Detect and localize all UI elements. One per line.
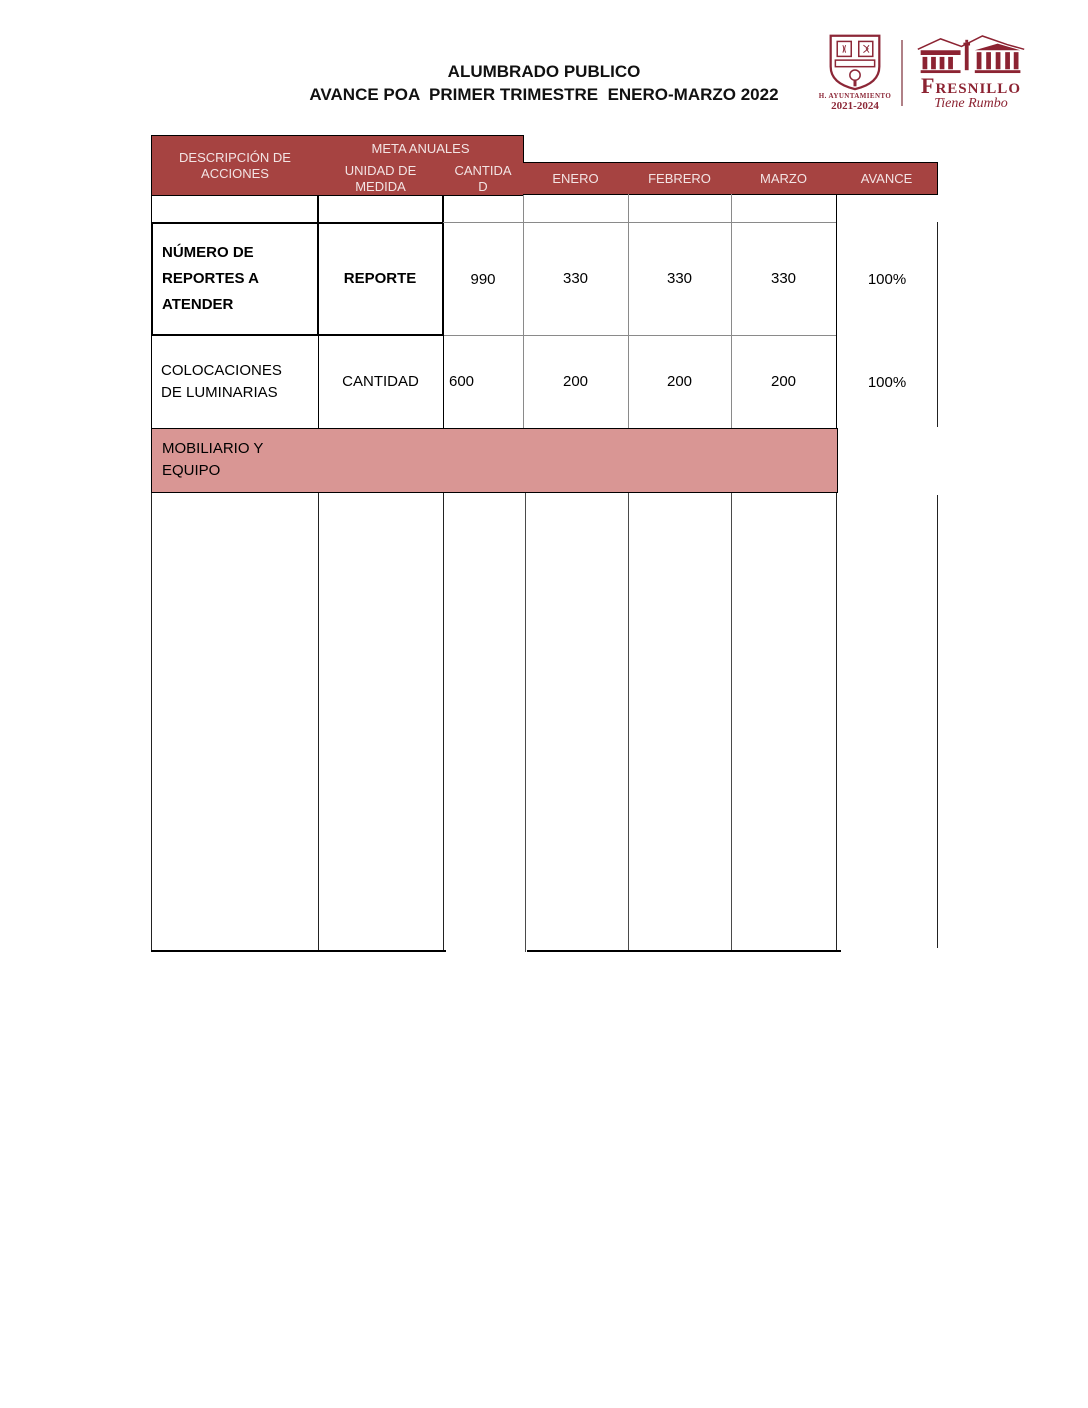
table-grid-line	[525, 493, 526, 952]
crest-block	[818, 33, 892, 112]
table-grid-line	[151, 493, 152, 952]
row2-enero: 200	[562, 373, 589, 390]
header-febrero: FEBRERO	[648, 170, 711, 186]
logo-divider	[901, 40, 903, 106]
brand-slogan: Tiene Rumbo	[934, 95, 1008, 111]
header-avance: AVANCE	[860, 170, 913, 186]
header-marzo-cell	[731, 162, 837, 195]
row1-cantidad-cell	[443, 223, 524, 336]
spacer-cell	[731, 194, 837, 223]
header-unidad-cell	[318, 162, 444, 196]
row2-unidad: CANTIDAD	[342, 373, 419, 390]
row2-descripcion: COLOCACIONES DE LUMINARIAS	[161, 361, 282, 401]
row1-descripcion-cell	[151, 223, 319, 336]
row1-febrero: 330	[666, 270, 693, 287]
ayuntamiento-label: H. AYUNTAMIENTO	[818, 92, 892, 100]
row2-cantidad-cell	[443, 335, 524, 429]
table-grid-line	[836, 493, 837, 952]
spacer-cell	[628, 194, 732, 223]
municipal-logo	[818, 33, 1030, 112]
page-title-line1: ALUMBRADO PUBLICO	[447, 62, 641, 81]
row2-marzo: 200	[770, 373, 797, 390]
header-febrero-cell	[628, 162, 732, 195]
table-grid-line	[318, 493, 319, 952]
row1-enero: 330	[562, 270, 589, 287]
row1-avance: 100%	[867, 270, 907, 288]
avance-right-rule	[937, 495, 938, 948]
row2-avance: 100%	[867, 373, 907, 391]
spacer-cell	[523, 194, 629, 223]
header-meta-anuales-cell	[318, 135, 524, 163]
row1-unidad: REPORTE	[343, 270, 417, 287]
shield-icon	[826, 33, 884, 91]
building-icon	[914, 34, 1028, 76]
row2-avance-cell	[836, 335, 938, 429]
section-label: MOBILIARIO Y EQUIPO	[162, 440, 264, 479]
row1-marzo-cell	[731, 222, 837, 336]
row2-marzo-cell	[731, 335, 837, 429]
section-band-mobiliario	[151, 428, 838, 493]
avance-right-rule	[937, 222, 938, 427]
header-enero-cell	[523, 162, 629, 195]
row2-unidad-cell	[318, 335, 444, 429]
header-unidad: UNIDAD DE MEDIDA	[344, 162, 417, 194]
table-bottom-border	[527, 950, 841, 952]
table-grid-line	[443, 493, 444, 952]
header-avance-cell	[836, 162, 938, 195]
brand-block	[912, 34, 1030, 112]
spacer-cell	[443, 195, 524, 223]
row1-cantidad: 990	[470, 270, 496, 288]
header-cantidad-cell	[443, 162, 524, 196]
row1-enero-cell	[523, 222, 629, 336]
row1-marzo: 330	[770, 270, 797, 287]
row2-descripcion-cell	[151, 335, 319, 429]
row1-febrero-cell	[628, 222, 732, 336]
header-descripcion-cell	[151, 135, 319, 196]
page-title-line2: AVANCE POA PRIMER TRIMESTRE ENERO-MARZO 2022	[309, 85, 779, 104]
row1-descripcion: NÚMERO DE REPORTES A ATENDER	[162, 243, 259, 313]
header-marzo: MARZO	[760, 170, 807, 186]
header-cantidad: CANTIDAD	[454, 162, 512, 194]
table-bottom-border	[151, 950, 446, 952]
header-descripcion: DESCRIPCIÓN DE ACCIONES	[179, 149, 291, 181]
row2-enero-cell	[523, 335, 629, 429]
row2-febrero-cell	[628, 335, 732, 429]
spacer-cell	[318, 195, 444, 224]
table-grid-line	[628, 493, 629, 952]
spacer-cell	[151, 195, 319, 224]
period-label: 2021-2024	[831, 100, 879, 112]
header-meta-anuales: META ANUALES	[371, 141, 470, 156]
brand-name: Fresnillo	[921, 72, 1021, 98]
row1-unidad-cell	[318, 223, 444, 336]
row1-avance-cell	[836, 222, 938, 336]
table-grid-line	[731, 493, 732, 952]
row2-cantidad: 600	[449, 373, 475, 390]
row2-febrero: 200	[666, 373, 693, 390]
header-enero: ENERO	[552, 170, 599, 186]
